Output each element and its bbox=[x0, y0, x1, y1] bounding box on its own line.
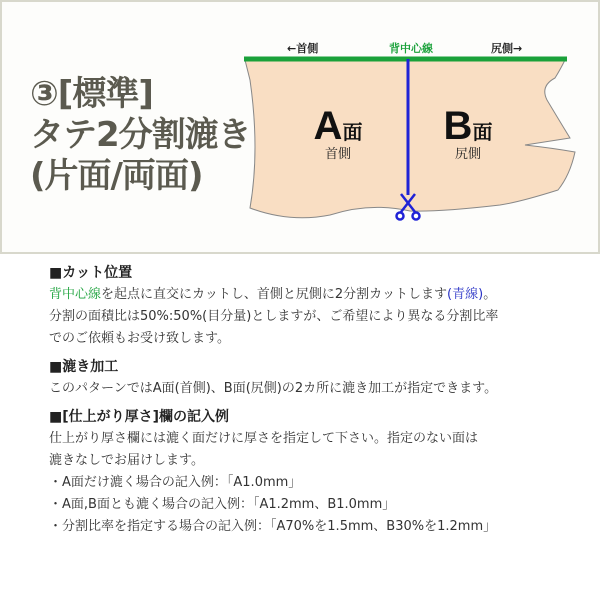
thickness-heading: ■[仕上がり厚さ]欄の記入例 bbox=[49, 409, 230, 425]
title-line-1: ③[標準] bbox=[30, 74, 153, 114]
face-b: B面 尻側 bbox=[443, 104, 493, 162]
cut-line-1: 背中心線を起点に直交にカットし、首側と尻側に2分割カットします(青線)。 bbox=[49, 287, 497, 302]
title-line-3: (片面/両面) bbox=[30, 156, 203, 196]
example-item: ・分割比率を指定する場合の記入例：「A70%を1.5mm、B30%を1.2mm」 bbox=[49, 519, 497, 534]
example-item: ・A面,B面とも漉く場合の記入例：「A1.2mm、B1.0mm」 bbox=[49, 497, 396, 512]
thickness-line-1: 仕上がり厚さ欄には漉く面だけに厚さを指定して下さい。指定のない面は bbox=[49, 431, 479, 446]
leather-hide-diagram bbox=[240, 30, 600, 230]
cut-line-2: 分割の面積比は50%:50%(目分量)としますが、ご希望により異なる分割比率 bbox=[49, 309, 499, 324]
neck-side-label: ←首側 bbox=[287, 42, 319, 55]
tail-side-label: 尻側→ bbox=[491, 42, 523, 55]
description bbox=[49, 262, 569, 538]
thickness-line-2: 漉きなしでお届けします。 bbox=[49, 453, 204, 468]
center-line-label: 背中心線 bbox=[389, 42, 433, 55]
pattern-title bbox=[30, 74, 251, 197]
cut-line-3: でのご依頼もお受け致します。 bbox=[49, 331, 230, 346]
cut-heading: ■カット位置 bbox=[49, 265, 133, 281]
skiving-heading: ■漉き加工 bbox=[49, 359, 119, 375]
skiving-line-1: このパターンではA面(首側)、B面(尻側)の2カ所に漉き加工が指定できます。 bbox=[49, 381, 498, 396]
face-a: A面 首側 bbox=[313, 104, 363, 162]
example-item: ・A面だけ漉く場合の記入例：「A1.0mm」 bbox=[49, 475, 302, 490]
title-line-2: タテ2分割漉き bbox=[30, 115, 251, 155]
